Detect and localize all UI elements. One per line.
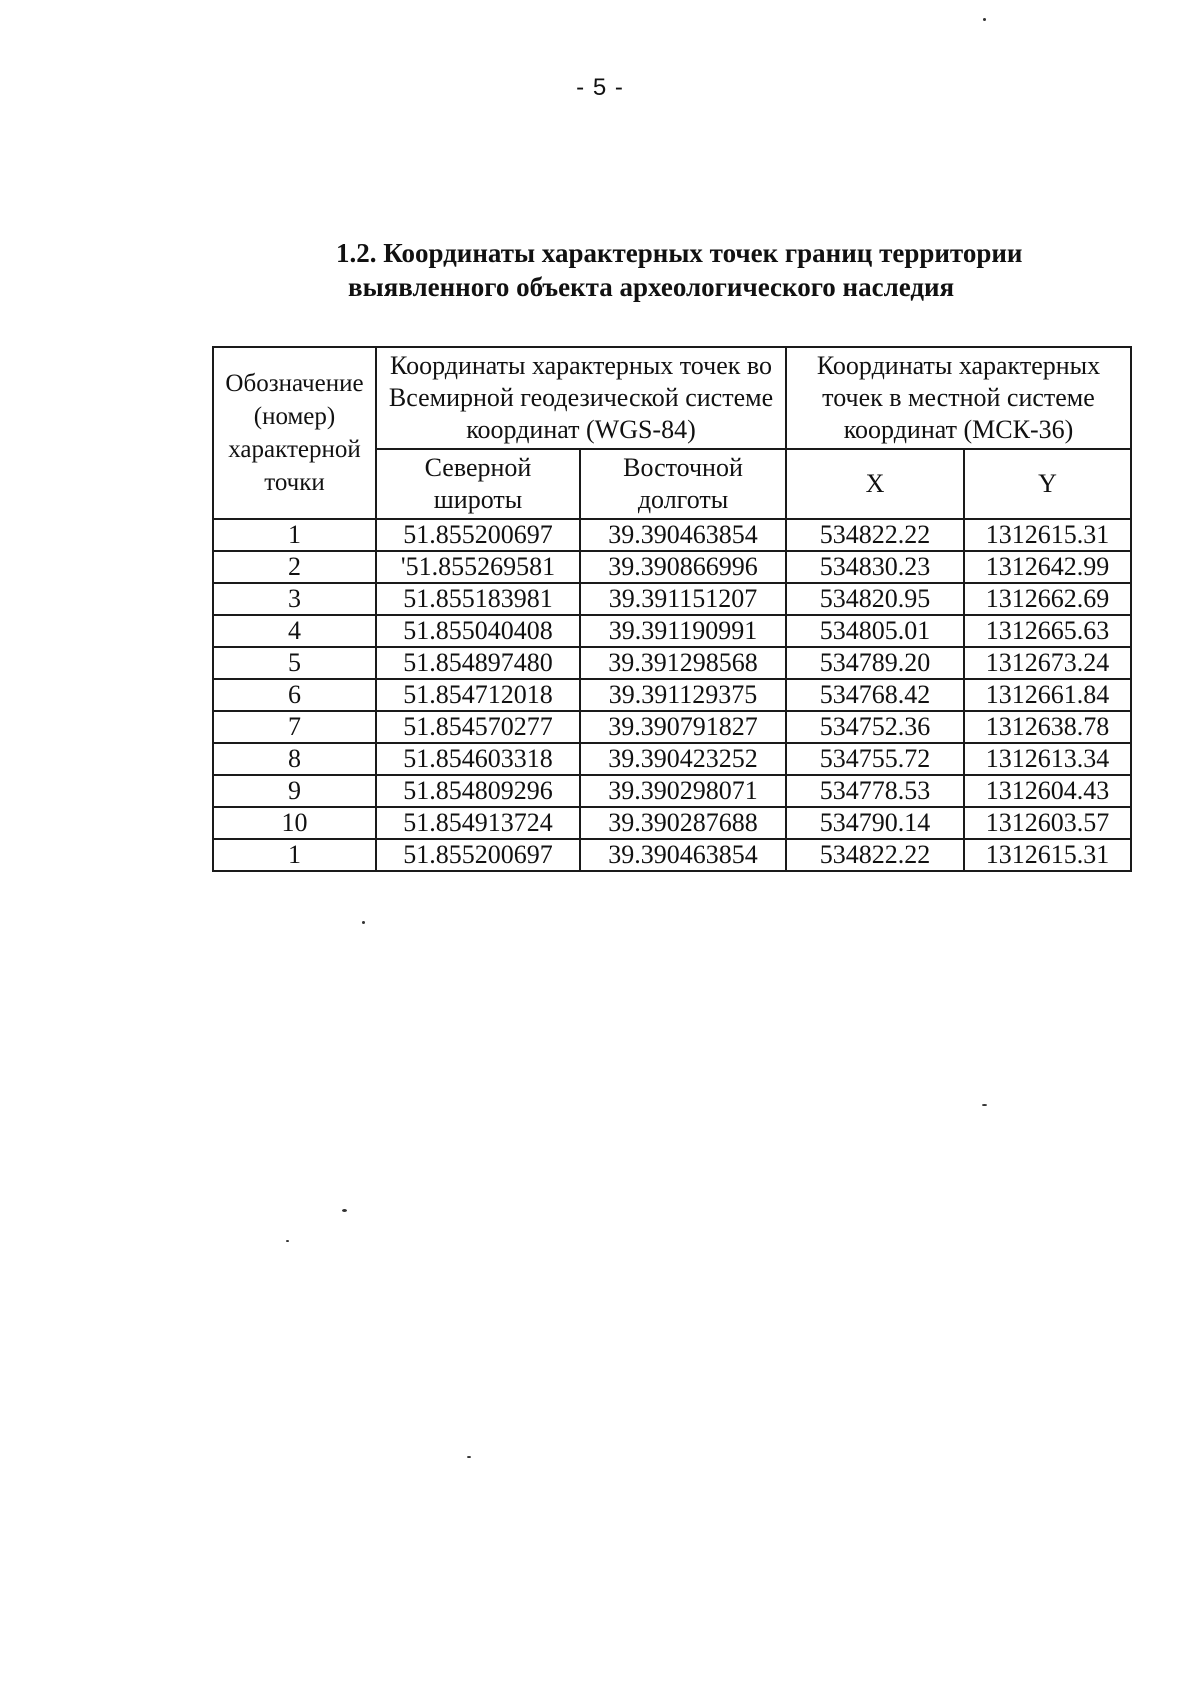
point-number-cell: 3	[213, 583, 376, 615]
longitude-cell: 39.390423252	[580, 743, 786, 775]
longitude-cell: 39.391151207	[580, 583, 786, 615]
table-row	[213, 743, 1131, 775]
longitude-cell: 39.390298071	[580, 775, 786, 807]
header-msk36-group: Координаты характерных точек в местной системе координат (МСК-36)	[786, 347, 1131, 449]
longitude-cell: 39.391298568	[580, 647, 786, 679]
header-wgs84-group: Координаты характерных точек во Всемирной геодезической системе координат (WGS-84)	[376, 347, 786, 449]
y-cell: 1312673.24	[964, 647, 1131, 679]
y-cell: 1312615.31	[964, 839, 1131, 871]
point-number-cell: 4	[213, 615, 376, 647]
table-body	[213, 519, 1131, 871]
heading-line-2: выявленного объекта археологического наследия	[348, 272, 955, 302]
point-number-cell: 2	[213, 551, 376, 583]
point-number-cell: 9	[213, 775, 376, 807]
table-row	[213, 551, 1131, 583]
point-number-cell: 8	[213, 743, 376, 775]
y-cell: 1312615.31	[964, 519, 1131, 551]
x-cell: 534752.36	[786, 711, 964, 743]
longitude-cell: 39.390287688	[580, 807, 786, 839]
scan-speck	[467, 1456, 471, 1458]
scan-speck	[286, 1240, 289, 1242]
table-row	[213, 519, 1131, 551]
point-number-cell: 10	[213, 807, 376, 839]
longitude-cell: 39.390463854	[580, 839, 786, 871]
table-row	[213, 679, 1131, 711]
header-y: Y	[964, 449, 1131, 519]
scan-speck	[983, 18, 986, 21]
header-x: X	[786, 449, 964, 519]
latitude-cell: 51.854712018	[376, 679, 580, 711]
point-number-cell: 1	[213, 839, 376, 871]
longitude-cell: 39.391129375	[580, 679, 786, 711]
longitude-cell: 39.390791827	[580, 711, 786, 743]
table-row	[213, 807, 1131, 839]
header-north-latitude: Северной широты	[376, 449, 580, 519]
x-cell: 534822.22	[786, 839, 964, 871]
x-cell: 534822.22	[786, 519, 964, 551]
x-cell: 534755.72	[786, 743, 964, 775]
latitude-cell: 51.854603318	[376, 743, 580, 775]
longitude-cell: 39.390866996	[580, 551, 786, 583]
latitude-cell: 51.855200697	[376, 839, 580, 871]
x-cell: 534768.42	[786, 679, 964, 711]
y-cell: 1312662.69	[964, 583, 1131, 615]
table-row	[213, 839, 1131, 871]
latitude-cell: '51.855269581	[376, 551, 580, 583]
table-row	[213, 711, 1131, 743]
header-east-longitude: Восточной долготы	[580, 449, 786, 519]
latitude-cell: 51.854809296	[376, 775, 580, 807]
latitude-cell: 51.855200697	[376, 519, 580, 551]
x-cell: 534790.14	[786, 807, 964, 839]
coordinates-table	[212, 346, 1132, 872]
scan-speck	[982, 1104, 987, 1106]
table-row	[213, 583, 1131, 615]
point-number-cell: 5	[213, 647, 376, 679]
point-number-cell: 1	[213, 519, 376, 551]
scan-speck	[362, 921, 365, 924]
x-cell: 534778.53	[786, 775, 964, 807]
x-cell: 534830.23	[786, 551, 964, 583]
scan-speck	[342, 1209, 347, 1212]
latitude-cell: 51.854570277	[376, 711, 580, 743]
x-cell: 534789.20	[786, 647, 964, 679]
header-designation: Обозначение (номер) характерной точки	[213, 347, 376, 519]
y-cell: 1312638.78	[964, 711, 1131, 743]
y-cell: 1312642.99	[964, 551, 1131, 583]
table-row	[213, 647, 1131, 679]
latitude-cell: 51.855183981	[376, 583, 580, 615]
y-cell: 1312603.57	[964, 807, 1131, 839]
heading-line-1: 1.2. Координаты характерных точек границ территории	[336, 238, 1023, 268]
y-cell: 1312613.34	[964, 743, 1131, 775]
latitude-cell: 51.854897480	[376, 647, 580, 679]
point-number-cell: 6	[213, 679, 376, 711]
y-cell: 1312604.43	[964, 775, 1131, 807]
latitude-cell: 51.855040408	[376, 615, 580, 647]
table-row	[213, 615, 1131, 647]
section-heading	[336, 236, 1136, 304]
page-number: - 5 -	[576, 74, 624, 101]
point-number-cell: 7	[213, 711, 376, 743]
longitude-cell: 39.390463854	[580, 519, 786, 551]
longitude-cell: 39.391190991	[580, 615, 786, 647]
x-cell: 534820.95	[786, 583, 964, 615]
latitude-cell: 51.854913724	[376, 807, 580, 839]
y-cell: 1312665.63	[964, 615, 1131, 647]
y-cell: 1312661.84	[964, 679, 1131, 711]
table-row	[213, 775, 1131, 807]
x-cell: 534805.01	[786, 615, 964, 647]
